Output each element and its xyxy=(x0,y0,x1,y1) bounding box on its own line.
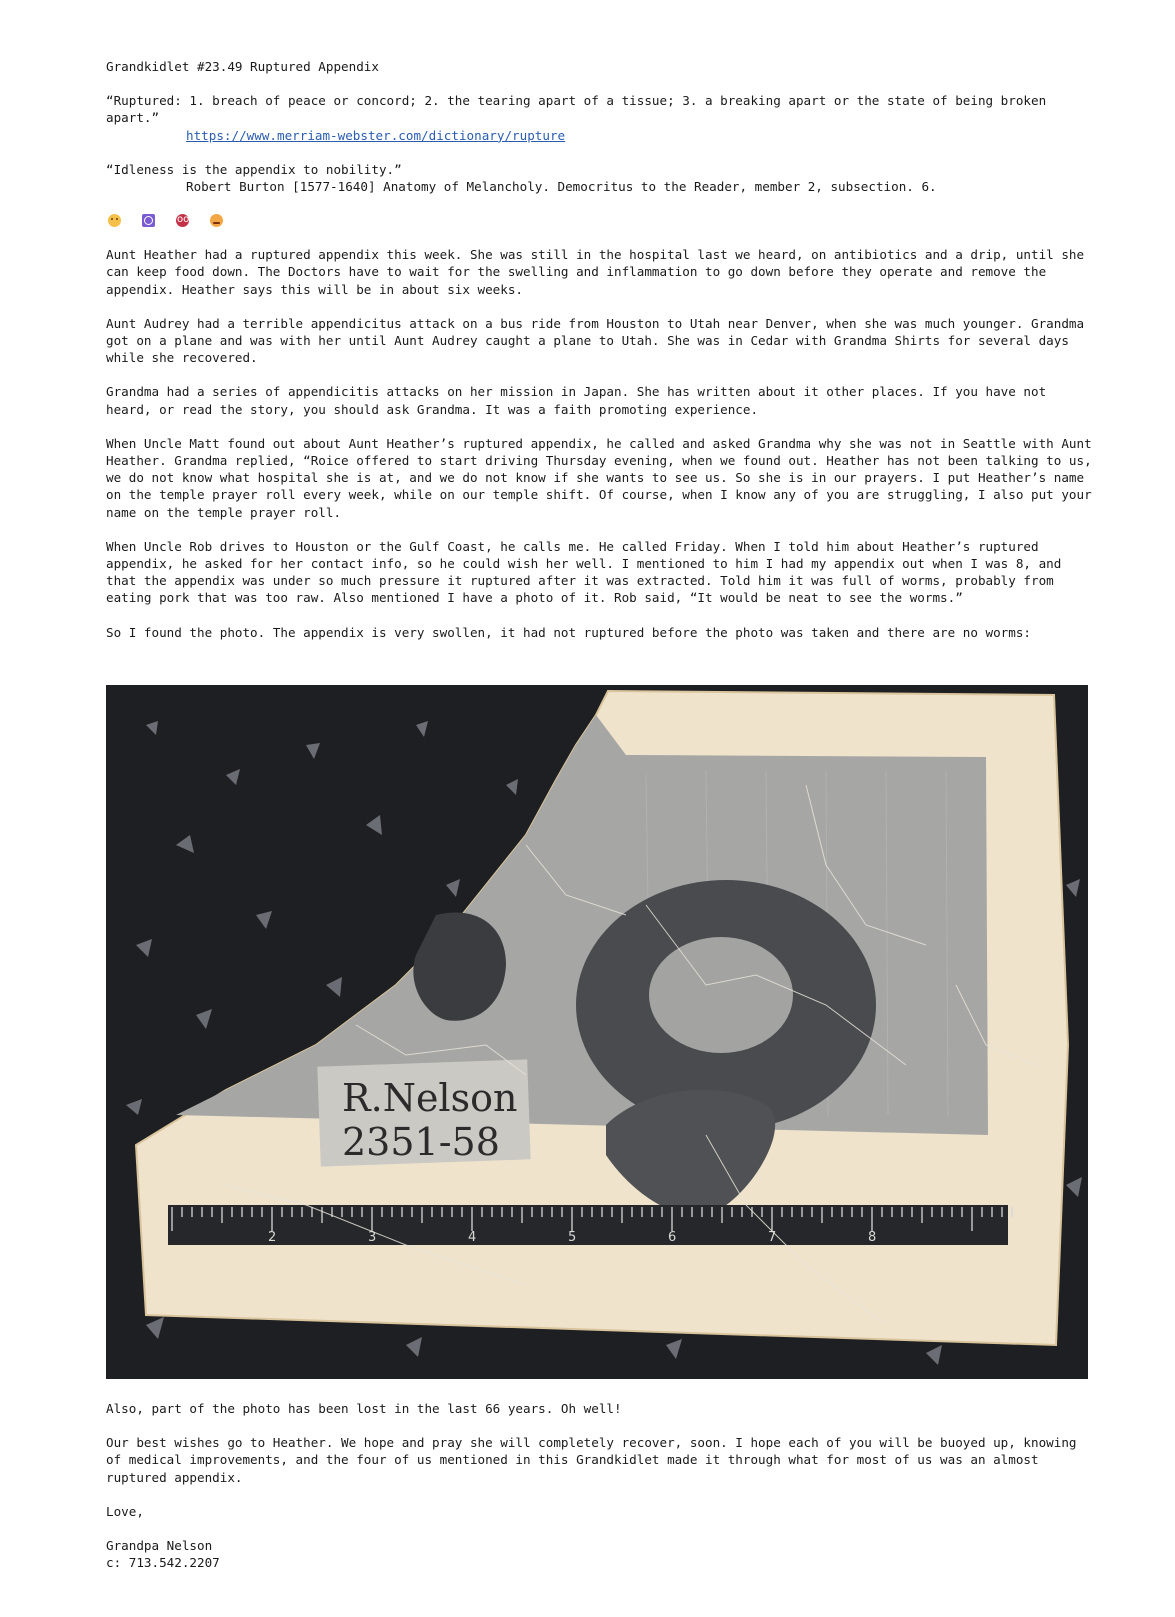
signature-name: Grandpa Nelson xyxy=(106,1538,213,1554)
ruler-number: 5 xyxy=(568,1230,577,1245)
letter xyxy=(106,58,1096,658)
paragraph-grandma: Grandma had a series of appendicitis attacks on her mission in Japan. She has written about it other places. If you have not heard, or read the story, you should ask Grandma. It was a faith promoting experience. xyxy=(106,384,1047,417)
ruler-number: 3 xyxy=(368,1230,377,1245)
letter-title: Grandkidlet #23.49 Ruptured Appendix xyxy=(106,59,379,74)
letter-closing xyxy=(106,1400,1096,1571)
signature-block xyxy=(106,1537,1096,1571)
definition-text: “Ruptured: 1. breach of peace or concord; 2. the tearing apart of a tissue; 3. a breaking apart or the state of being broken apart.” xyxy=(106,93,1047,126)
dictionary-link[interactable]: https://www.merriam-webster.com/dictionary/rupture xyxy=(186,127,566,143)
paragraph-rob: When Uncle Rob drives to Houston or the Gulf Coast, he calls me. He called Friday. When I told him about Heather’s ruptured appendix, he asked for her contact info, so he could wish her well. I mentioned to him I had my appendix out when I was 8, and that the appendix was under so much pressure it ruptured after it was extracted. Told him it was full of worms, probably from eating pork that was too raw. Also mentioned I have a photo of it. Rob said, “It would be neat to see the worms.” xyxy=(106,538,1062,606)
burton-attribution: Robert Burton [1577-1640] Anatomy of Melancholy. Democritus to the Reader, member 2, subsection. 6. xyxy=(186,179,937,195)
signature-phone: c: 713.542.2207 xyxy=(106,1555,220,1571)
definition-quote xyxy=(106,92,1096,144)
appendix-photo xyxy=(106,685,1088,1379)
ruler-number: 2 xyxy=(268,1230,277,1245)
closing-love: Love, xyxy=(106,1503,144,1519)
face-icon xyxy=(108,214,121,227)
peace-icon xyxy=(142,214,155,227)
ruler-number: 4 xyxy=(468,1230,477,1245)
burton-quote-text: “Idleness is the appendix to nobility.” xyxy=(106,161,402,177)
emoji-row xyxy=(108,212,1096,229)
paragraph-wishes: Our best wishes go to Heather. We hope and pray she will completely recover, soon. I hope each of you will be buoyed up, knowing of medical improvements, and the four of us mentioned in this Grandkidlet made it through what for most of us was an almost ruptured appendix. xyxy=(106,1435,1077,1485)
ruler-number: 8 xyxy=(868,1230,877,1245)
paragraph-photo-lost: Also, part of the photo has been lost in the last 66 years. Oh well! xyxy=(106,1401,622,1416)
face-icon xyxy=(210,214,223,227)
photo-label-line1: R.Nelson xyxy=(342,1076,518,1120)
paragraph-heather: Aunt Heather had a ruptured appendix this week. She was still in the hospital last we heard, on antibiotics and a drip, until she can keep food down. The Doctors have to wait for the swelling and inflammation to go down before they operate and remove the appendix. Heather says this will be in about six weeks. xyxy=(106,247,1085,297)
paragraph-photo-intro: So I found the photo. The appendix is very swollen, it had not ruptured before the photo was taken and there are no worms: xyxy=(106,624,1032,640)
paragraph-audrey: Aunt Audrey had a terrible appendicitus attack on a bus ride from Houston to Utah near Denver, when she was much younger. Grandma got on a plane and was with her until Aunt Audrey caught a plane to Utah. She was in Cedar with Grandma Shirts for several days while she recovered. xyxy=(106,315,1085,366)
burton-quote xyxy=(106,161,1096,195)
glasses-icon xyxy=(176,214,189,227)
paragraph-matt: When Uncle Matt found out about Aunt Heather’s ruptured appendix, he called and asked Grandma why she was not in Seattle with Aunt Heather. Grandma replied, “Roice offered to start driving Thursday evening, when we found out. Heather has not been talking to us, we do not know what hospital she is at, and we do not know if she wants to see us. So she is in our prayers. I put Heather’s name on the temple prayer roll every week, while on our temple shift. Of course, when I know any of you are struggling, I also put your name on the temple prayer roll. xyxy=(106,435,1092,520)
ruler-number: 7 xyxy=(768,1230,777,1245)
photo-label-line2: 2351-58 xyxy=(342,1120,500,1164)
ruler-number: 6 xyxy=(668,1230,677,1245)
